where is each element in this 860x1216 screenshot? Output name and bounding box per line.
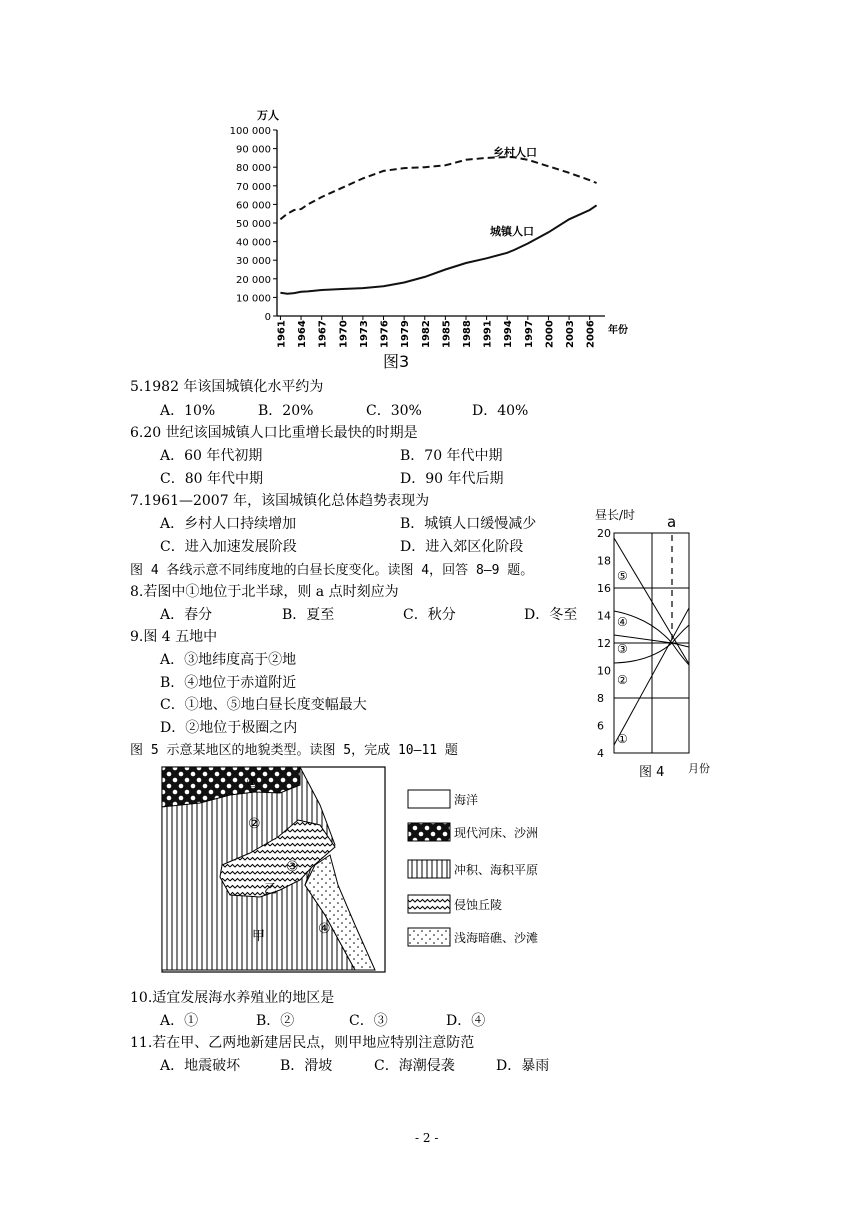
figure4-y-tick-label: 16 bbox=[597, 582, 611, 595]
legend-text-riverbed: 现代河床、沙洲 bbox=[454, 826, 539, 840]
y-tick-label: 20 000 bbox=[236, 274, 271, 286]
x-tick-label: 1964 bbox=[297, 320, 309, 348]
q6-option-d[interactable]: D．90 年代后期 bbox=[400, 471, 504, 487]
q5-option-a[interactable]: A．10% bbox=[160, 403, 216, 419]
q6-option-a[interactable]: A．60 年代初期 bbox=[160, 448, 263, 464]
rural-population-line bbox=[280, 157, 596, 219]
legend-text-plain: 冲积、海积平原 bbox=[454, 863, 539, 877]
q10-option-b[interactable]: B．② bbox=[256, 1013, 295, 1029]
x-tick-label: 1973 bbox=[358, 320, 370, 348]
legend-swatch-ocean bbox=[408, 790, 450, 808]
x-tick-label: 1985 bbox=[441, 320, 453, 348]
legend-text-shoal: 浅海暗礁、沙滩 bbox=[454, 931, 539, 945]
q9-option-a[interactable]: A．③地纬度高于②地 bbox=[160, 652, 297, 668]
figure5-label-jia: 甲 bbox=[252, 929, 266, 944]
q9-stem: 9.图 4 五地中 bbox=[130, 629, 218, 645]
figure5-label-2: ② bbox=[248, 816, 261, 832]
q10-option-a[interactable]: A．① bbox=[160, 1013, 199, 1029]
urban-series-label: 城镇人口 bbox=[490, 225, 534, 238]
x-tick-label: 1997 bbox=[523, 320, 535, 348]
y-tick-label: 30 000 bbox=[236, 256, 271, 268]
q7-option-b[interactable]: B．城镇人口缓慢减少 bbox=[400, 516, 537, 532]
q10-stem: 10.适宜发展海水养殖业的地区是 bbox=[130, 990, 335, 1006]
x-tick-label: 1982 bbox=[420, 320, 432, 348]
rural-series-label: 乡村人口 bbox=[493, 146, 537, 159]
x-tick-label: 1961 bbox=[276, 320, 288, 348]
q6-option-c[interactable]: C．80 年代中期 bbox=[160, 471, 263, 487]
q10-option-d[interactable]: D．④ bbox=[446, 1013, 486, 1029]
q8-option-a[interactable]: A．春分 bbox=[160, 607, 213, 623]
figure4-point-a-label: a bbox=[667, 513, 677, 531]
y-unit-label: 万人 bbox=[257, 109, 279, 122]
figure4-daylength-chart bbox=[592, 505, 727, 780]
q9-option-c[interactable]: C．①地、⑤地白昼长度变幅最大 bbox=[160, 697, 367, 713]
figure4-y-tick-label: 14 bbox=[597, 609, 611, 623]
q11-option-c[interactable]: C．海潮侵袭 bbox=[374, 1058, 455, 1074]
x-tick-label: 1988 bbox=[461, 320, 473, 348]
y-tick-label: 50 000 bbox=[236, 219, 271, 230]
page-number: - 2 - bbox=[415, 1131, 439, 1145]
y-tick-label: 90 000 bbox=[236, 144, 271, 156]
q8-option-d[interactable]: D．冬至 bbox=[524, 607, 578, 623]
x-tick-label: 1979 bbox=[400, 320, 412, 348]
q11-option-b[interactable]: B．滑坡 bbox=[280, 1058, 333, 1074]
q11-option-d[interactable]: D．暴雨 bbox=[496, 1058, 550, 1074]
figure3-chart bbox=[225, 105, 645, 375]
q6-option-b[interactable]: B．70 年代中期 bbox=[400, 448, 503, 464]
q5-option-d[interactable]: D．40% bbox=[472, 403, 529, 419]
x-tick-label: 2006 bbox=[585, 320, 597, 348]
y-tick-label: 80 000 bbox=[236, 163, 271, 175]
figure5-label-3: ③ bbox=[286, 859, 299, 875]
figure4-y-tick-label: 12 bbox=[597, 637, 611, 650]
y-tick-label: 60 000 bbox=[236, 200, 271, 212]
figure5-label-4: ④ bbox=[318, 921, 331, 937]
x-tick-label: 2003 bbox=[565, 320, 577, 348]
figure4-label-2: ② bbox=[617, 673, 628, 687]
figure4-y-tick-label: 8 bbox=[597, 692, 604, 705]
q9-option-d[interactable]: D．②地位于极圈之内 bbox=[160, 720, 298, 736]
figure4-label-1: ① bbox=[617, 732, 628, 746]
legend-swatch-hills bbox=[408, 895, 450, 913]
figure5-landform-map bbox=[160, 765, 560, 977]
legend-swatch-riverbed bbox=[408, 823, 450, 841]
x-tick-label: 1994 bbox=[503, 320, 515, 348]
y-tick-label: 100 000 bbox=[229, 126, 271, 137]
q7-option-c[interactable]: C．进入加速发展阶段 bbox=[160, 539, 297, 555]
x-unit-label: 年份 bbox=[608, 325, 628, 336]
figure4-label-5: ⑤ bbox=[617, 569, 628, 583]
q8-stem: 8.若图中①地位于北半球，则 a 点时刻应为 bbox=[130, 584, 399, 600]
figure4-label-4: ④ bbox=[617, 615, 628, 629]
q5-option-b[interactable]: B．20% bbox=[258, 403, 314, 419]
figure4-y-label: 昼长/时 bbox=[595, 508, 636, 522]
figure5-instruction: 图 5 示意某地区的地貌类型。读图 5，完成 10—11 题 bbox=[130, 743, 458, 758]
legend-swatch-shoal bbox=[408, 928, 450, 946]
q8-option-b[interactable]: B．夏至 bbox=[282, 607, 335, 623]
figure5-label-yi: 乙 bbox=[264, 882, 278, 897]
y-tick-label: 0 bbox=[264, 312, 271, 323]
q5-option-c[interactable]: C．30% bbox=[366, 403, 422, 419]
figure4-y-tick-label: 6 bbox=[597, 719, 604, 733]
q10-option-c[interactable]: C．③ bbox=[349, 1013, 388, 1029]
x-tick-label: 1970 bbox=[338, 320, 350, 348]
y-tick-label: 10 000 bbox=[236, 293, 271, 305]
urban-population-line bbox=[280, 205, 596, 293]
figure4-y-tick-label: 18 bbox=[597, 554, 611, 568]
x-tick-label: 1991 bbox=[482, 320, 494, 348]
legend-text-hills: 侵蚀丘陵 bbox=[454, 898, 503, 912]
legend-swatch-plain bbox=[408, 860, 450, 878]
figure4-y-tick-label: 20 bbox=[597, 527, 611, 540]
q11-option-a[interactable]: A．地震破坏 bbox=[160, 1058, 241, 1074]
q7-stem: 7.1961—2007 年，该国城镇化总体趋势表现为 bbox=[130, 493, 430, 509]
figure4-label-3: ③ bbox=[617, 642, 628, 656]
figure5-label-1: ① bbox=[246, 775, 259, 791]
legend-text-ocean: 海洋 bbox=[454, 793, 479, 807]
figure4-y-tick-label: 4 bbox=[597, 747, 604, 760]
q9-option-b[interactable]: B．④地位于赤道附近 bbox=[160, 675, 297, 691]
x-tick-label: 2000 bbox=[544, 320, 556, 348]
figure4-y-tick-label: 10 bbox=[597, 664, 611, 678]
q6-stem: 6.20 世纪该国城镇人口比重增长最快的时期是 bbox=[130, 425, 418, 441]
q8-option-c[interactable]: C．秋分 bbox=[403, 607, 456, 623]
figure4-x-label: 月份 bbox=[688, 762, 710, 775]
y-tick-label: 40 000 bbox=[236, 237, 271, 249]
q11-stem: 11.若在甲、乙两地新建居民点，则甲地应特别注意防范 bbox=[130, 1035, 475, 1051]
x-tick-label: 1976 bbox=[379, 320, 391, 348]
q5-stem: 5.1982 年该国城镇化水平约为 bbox=[130, 379, 324, 395]
figure3-caption: 图3 bbox=[383, 352, 410, 371]
q7-option-a[interactable]: A．乡村人口持续增加 bbox=[160, 516, 297, 532]
figure4-instruction: 图 4 各线示意不同纬度地的白昼长度变化。读图 4，回答 8—9 题。 bbox=[130, 563, 534, 578]
q7-option-d[interactable]: D．进入郊区化阶段 bbox=[400, 539, 524, 555]
figure4-caption: 图 4 bbox=[639, 765, 665, 780]
y-tick-label: 70 000 bbox=[236, 181, 271, 193]
x-tick-label: 1967 bbox=[317, 320, 329, 348]
